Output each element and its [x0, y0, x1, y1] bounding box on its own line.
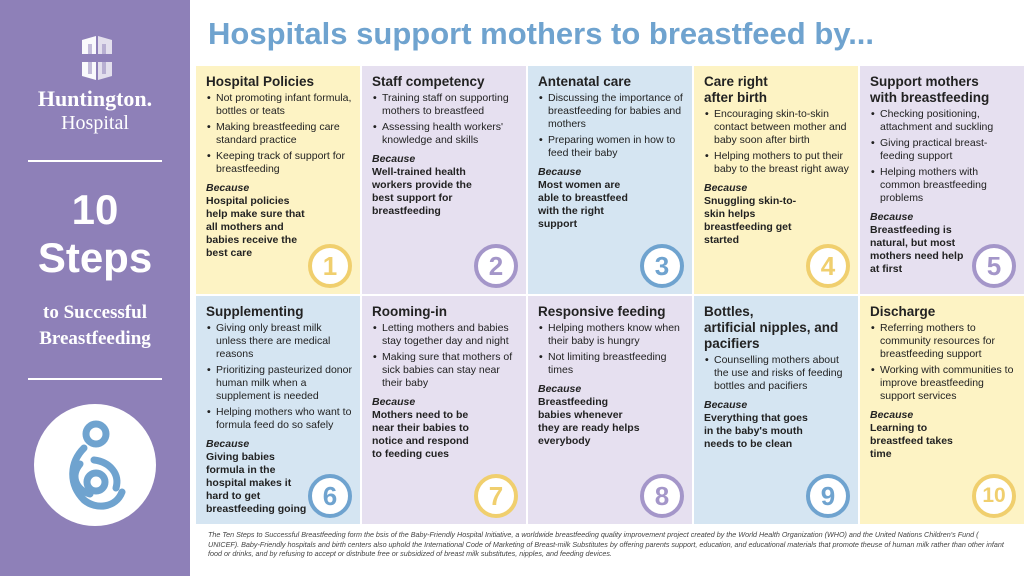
- step-title: [538, 304, 684, 320]
- brand-name: Huntington.: [37, 86, 153, 111]
- step-title-line1: Hospital Policies: [206, 74, 315, 89]
- step-title: [870, 74, 1016, 106]
- because-text: Everything that goes in the baby's mouth needs to be clean: [704, 412, 808, 450]
- steps-number: 10: [71, 186, 119, 233]
- step-bullets: [206, 322, 352, 432]
- because-text: Snuggling skin-to-skin helps breastfeeding get started: [704, 195, 797, 246]
- step-number-badge: 2: [474, 244, 518, 288]
- step-number-badge: 5: [972, 244, 1016, 288]
- bullet-item: • Encouraging skin-to-skin contact between mother and baby soon after birth: [714, 108, 850, 147]
- page-title: Hospitals support mothers to breastfeed by...: [208, 16, 875, 51]
- bullet-item: • Giving only breast milk unless there are medical reasons: [216, 322, 352, 361]
- bullet-item: • Helping mothers to put their baby to the breast right away: [714, 150, 850, 176]
- steps-subtitle-line2: Breastfeeding: [39, 328, 151, 349]
- step-title: [870, 304, 1016, 320]
- bullet-item: • Training staff on supporting mothers to breastfeed: [382, 92, 518, 118]
- step-bullets: [372, 322, 518, 390]
- step-title-line2: with breastfeeding: [870, 90, 990, 105]
- bullet-item: • Helping mothers know when their baby is hungry: [548, 322, 684, 348]
- bullet-item: • Discussing the importance of breastfeeding for babies and mothers: [548, 92, 684, 131]
- because-label: Because: [206, 182, 250, 194]
- step-title-line1: Bottles,: [704, 304, 754, 319]
- because-label: Because: [704, 399, 748, 411]
- because-label: Because: [538, 166, 582, 178]
- because-label: Because: [206, 438, 250, 450]
- step-card-6: [196, 296, 360, 524]
- bullet-item: • Keeping track of support for breastfeeding: [216, 150, 352, 176]
- bullet-item: • Working with communities to improve breastfeeding support services: [880, 364, 1016, 403]
- step-number-badge: 9: [806, 474, 850, 518]
- divider: [28, 378, 162, 380]
- step-card-7: [362, 296, 526, 524]
- because-label: Because: [870, 409, 914, 421]
- bullet-item: • Not promoting infant formula, bottles or teats: [216, 92, 352, 118]
- sidebar: [0, 0, 190, 576]
- bullet-item: • Assessing health workers' knowledge and skills: [382, 121, 518, 147]
- bullet-item: • Making breastfeeding care standard practice: [216, 121, 352, 147]
- because-text: Mothers need to be near their babies to notice and respond to feeding cues: [372, 409, 469, 460]
- bullet-item: • Making sure that mothers of sick babies can stay near their baby: [382, 351, 518, 390]
- step-bullets: [538, 92, 684, 160]
- because-text: Learning to breastfeed takes time: [870, 422, 953, 460]
- because-label: Because: [704, 182, 748, 194]
- divider: [28, 160, 162, 162]
- bullet-item: • Referring mothers to community resources for breastfeeding support: [880, 322, 1016, 361]
- step-number-badge: 6: [308, 474, 352, 518]
- because-label: Because: [372, 396, 416, 408]
- bullet-item: • Checking positioning, attachment and suckling: [880, 108, 1016, 134]
- step-title: [538, 74, 684, 90]
- step-title: [704, 304, 850, 352]
- because-label: Because: [870, 211, 914, 223]
- step-bullets: [870, 108, 1016, 205]
- steps-subtitle: [10, 300, 180, 352]
- because-label: Because: [538, 383, 582, 395]
- step-card-3: [528, 66, 692, 294]
- steps-subtitle-line1: to Successful: [43, 302, 147, 323]
- bullet-item: • Helping mothers with common breastfeeding problems: [880, 166, 1016, 205]
- because-text: Breastfeeding babies whenever they are ready helps everybody: [538, 396, 640, 447]
- because-text: Hospital policies help make sure that all mothers and babies receive the best care: [206, 195, 305, 259]
- step-number-badge: 3: [640, 244, 684, 288]
- step-number-badge: 8: [640, 474, 684, 518]
- step-title-line1: Antenatal care: [538, 74, 632, 89]
- step-title-line1: Supplementing: [206, 304, 304, 319]
- step-card-8: [528, 296, 692, 524]
- step-bullets: [538, 322, 684, 377]
- bullet-item: • Helping mothers who want to formula feed do so safely: [216, 406, 352, 432]
- step-card-4: [694, 66, 858, 294]
- step-number-badge: 10: [972, 474, 1016, 518]
- bullet-item: • Preparing women in how to feed their baby: [548, 134, 684, 160]
- step-title: [206, 304, 352, 320]
- bullet-item: • Not limiting breastfeeding times: [548, 351, 684, 377]
- step-title: [372, 304, 518, 320]
- bullet-item: • Prioritizing pasteurized donor human milk when a supplement is needed: [216, 364, 352, 403]
- step-number-badge: 1: [308, 244, 352, 288]
- step-card-5: [860, 66, 1024, 294]
- step-number-badge: 4: [806, 244, 850, 288]
- step-title-line2: artificial nipples, and pacifiers: [704, 320, 839, 351]
- because-text: Most women are able to breastfeed with the right support: [538, 179, 628, 230]
- because-text: Giving babies formula in the hospital makes it hard to get breastfeeding going: [206, 451, 307, 515]
- because-label: Because: [372, 153, 416, 165]
- hospital-logo-icon: [72, 34, 122, 84]
- step-bullets: [870, 322, 1016, 403]
- steps-word: Steps: [37, 234, 153, 281]
- bullet-item: • Giving practical breast-feeding support: [880, 137, 1016, 163]
- step-title-line1: Responsive feeding: [538, 304, 666, 319]
- step-bullets: [704, 354, 850, 393]
- step-title: [206, 74, 352, 90]
- step-title: [704, 74, 850, 106]
- bullet-item: • Letting mothers and babies stay together day and night: [382, 322, 518, 348]
- step-bullets: [372, 92, 518, 147]
- brand-subtitle: Hospital: [61, 112, 129, 134]
- because-text: Breastfeeding is natural, but most mothers need help at first: [870, 224, 964, 275]
- mother-baby-icon: [34, 404, 156, 526]
- because-text: Well-trained health workers provide the best support for breastfeeding: [372, 166, 472, 217]
- step-bullets: [206, 92, 352, 176]
- footer-note: The Ten Steps to Successful Breastfeeding form the bsis of the Baby-Friendly Hospital Initiative, a worldwide breastfeeding quality improvement project created by the World Health Organization (WHO) and the United Nations Children's Fund ( UNICEF). Baby-Friendly hospitals and birth centers also uphold the International Code of Marketing of Breast-milk Substitutes by offering parents support, education, and educational materials that promote theuse of human milk rather than other infant food or drinks, and by refusing to accept or distribute free or subsidized of breast milk substitutes, nipples, and feeding devices.: [208, 530, 1004, 558]
- step-title-line2: after birth: [704, 90, 768, 105]
- step-card-10: [860, 296, 1024, 524]
- step-title: [372, 74, 518, 90]
- mother-baby-emblem: [34, 404, 156, 526]
- step-title-line1: Rooming-in: [372, 304, 447, 319]
- step-card-2: [362, 66, 526, 294]
- step-card-1: [196, 66, 360, 294]
- step-title-line1: Discharge: [870, 304, 936, 319]
- step-title-line1: Support mothers: [870, 74, 979, 89]
- step-number-badge: 7: [474, 474, 518, 518]
- step-bullets: [704, 108, 850, 176]
- step-title-line1: Care right: [704, 74, 768, 89]
- bullet-item: • Counselling mothers about the use and risks of feeding bottles and pacifiers: [714, 354, 850, 393]
- step-title-line1: Staff competency: [372, 74, 485, 89]
- step-card-9: [694, 296, 858, 524]
